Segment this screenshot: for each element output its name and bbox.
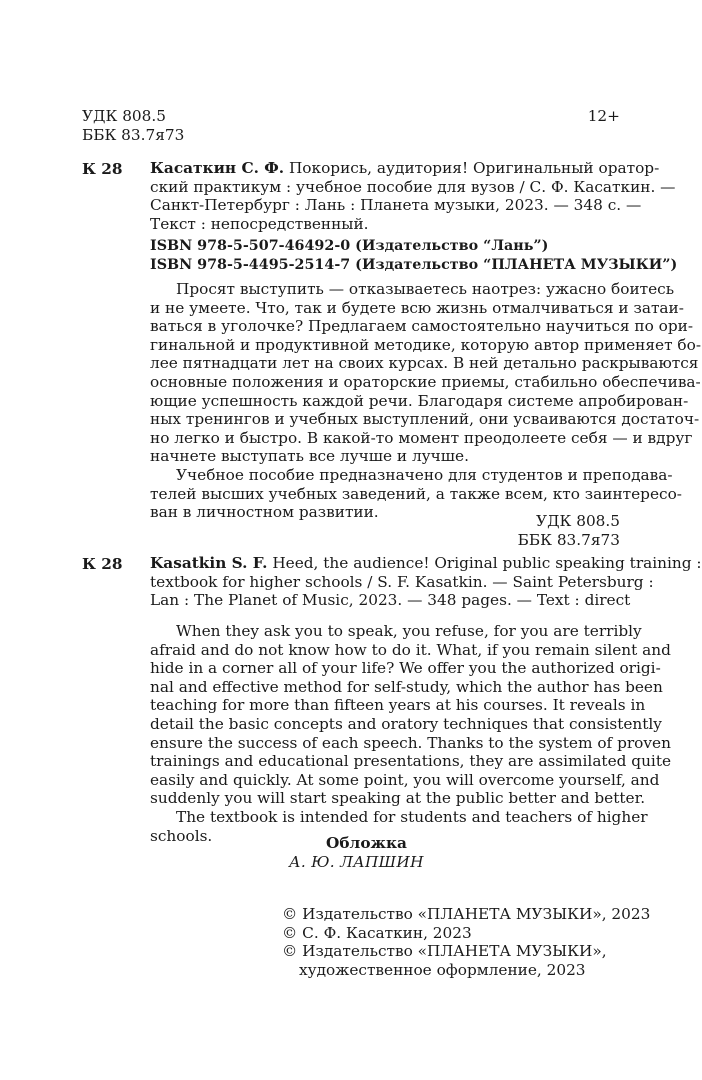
- ru-annotation-line: лее пятнадцати лет на своих курсах. В ней детально раскрываются: [150, 354, 699, 373]
- ru-author-code: К 28: [82, 160, 123, 178]
- ru-annotation-line: телей высших учебных заведений, а также всем, кто заинтересо-: [150, 484, 682, 503]
- ru-entry-line: Санкт-Петербург : Лань : Планета музыки, 2023. — 348 с. —: [150, 196, 642, 215]
- ru-annotation-line: ваться в уголочке? Предлагаем самостоятельно научиться по ори-: [150, 317, 694, 336]
- isbn-planeta: ISBN 978-5-4495-2514-7 (Издательство “ПЛАНЕТА МУЗЫКИ”): [150, 256, 678, 273]
- en-annotation-line: hide in a corner all of your life? We offer you the authorized origi-: [150, 659, 661, 678]
- ru-annotation-line: начнете выступать все лучше и лучше.: [150, 447, 469, 466]
- ru-annotation-line: и не умеете. Что, так и будете всю жизнь отмалчиваться и затаи-: [150, 298, 684, 317]
- en-annotation-line: teaching for more than fifteen years at his courses. It reveals in: [150, 696, 646, 715]
- cover-artist: А. Ю. ЛАПШИН: [289, 853, 424, 871]
- ru-bibliographic-entry: [150, 159, 676, 233]
- ru-annotation-line: но легко и быстро. В какой-то момент преодолеете себя — и вдруг: [150, 428, 693, 447]
- copyright-line: © Издательство «ПЛАНЕТА МУЗЫКИ», 2023: [282, 905, 651, 923]
- en-annotation-line: easily and quickly. At some point, you will overcome yourself, and: [150, 770, 660, 789]
- ru-annotation-line: Просят выступить — отказываетесь наотрез: ужасно боитесь: [176, 280, 675, 298]
- ru-annotation-line: ван в личностном развитии.: [150, 503, 379, 522]
- bbk-code: ББК 83.7я73: [82, 126, 185, 144]
- udk-code: УДК 808.5: [82, 107, 166, 125]
- ru-annotation: [150, 280, 701, 522]
- en-entry-line: Lan : The Planet of Music, 2023. — 348 pages. — Text : direct: [150, 591, 631, 610]
- copyright-line: © Издательство «ПЛАНЕТА МУЗЫКИ»,: [282, 942, 607, 961]
- en-annotation-line: suddenly you will start speaking at the public better and better.: [150, 789, 646, 808]
- ru-udk-code: УДК 808.5: [536, 512, 620, 530]
- copyright-block: [282, 905, 650, 979]
- ru-entry-line: Касаткин С. Ф. Покорись, аудитория! Оригинальный оратор-: [150, 159, 660, 177]
- en-annotation-line: afraid and do not know how to do it. What, if you remain silent and: [150, 640, 671, 659]
- ru-author-name: Касаткин С. Ф.: [150, 159, 285, 177]
- copyright-line: художественное оформление, 2023: [299, 960, 586, 979]
- ru-bbk-code: ББК 83.7я73: [517, 531, 620, 549]
- en-annotation-line: detail the basic concepts and oratory techniques that consistently: [150, 714, 662, 733]
- ru-annotation-line: Учебное пособие предназначено для студентов и преподава-: [176, 465, 673, 484]
- ru-entry-line: ский практикум : учебное пособие для вузов / С. Ф. Касаткин. —: [150, 177, 676, 196]
- en-annotation: [150, 622, 672, 845]
- age-rating: 12+: [587, 107, 620, 125]
- ru-entry-line: Текст : непосредственный.: [150, 214, 369, 233]
- ru-annotation-line: ных тренингов и учебных выступлений, они усваиваются достаточ-: [150, 410, 700, 429]
- ru-annotation-line: ющие успешность каждой речи. Благодаря системе апробирован-: [150, 391, 689, 410]
- en-annotation-line: trainings and educational presentations, they are assimilated quite: [150, 752, 672, 771]
- en-annotation-line: nal and effective method for self-study, which the author has been: [150, 677, 663, 696]
- en-annotation-line: The textbook is intended for students and teachers of higher: [176, 807, 648, 826]
- en-annotation-line: schools.: [150, 826, 213, 845]
- en-author-name: Kasatkin S. F.: [150, 554, 268, 572]
- en-bibliographic-entry: [150, 554, 702, 610]
- cover-label: Обложка: [326, 834, 407, 852]
- en-entry-line: Kasatkin S. F. Heed, the audience! Original public speaking training :: [150, 554, 702, 572]
- isbn-block: [150, 237, 677, 274]
- en-annotation-line: ensure the success of each speech. Thanks to the system of proven: [150, 733, 671, 752]
- ru-annotation-line: основные положения и ораторские приемы, стабильно обеспечива-: [150, 372, 701, 391]
- copyright-line: © С. Ф. Касаткин, 2023: [282, 923, 472, 942]
- en-annotation-line: When they ask you to speak, you refuse, for you are terribly: [176, 622, 642, 640]
- en-entry-line: textbook for higher schools / S. F. Kasatkin. — Saint Petersburg :: [150, 572, 654, 591]
- ru-annotation-line: гинальной и продуктивной методике, которую автор применяет бо-: [150, 335, 701, 354]
- en-author-code: К 28: [82, 555, 123, 573]
- isbn-lan: ISBN 978-5-507-46492-0 (Издательство “Лань”): [150, 238, 549, 254]
